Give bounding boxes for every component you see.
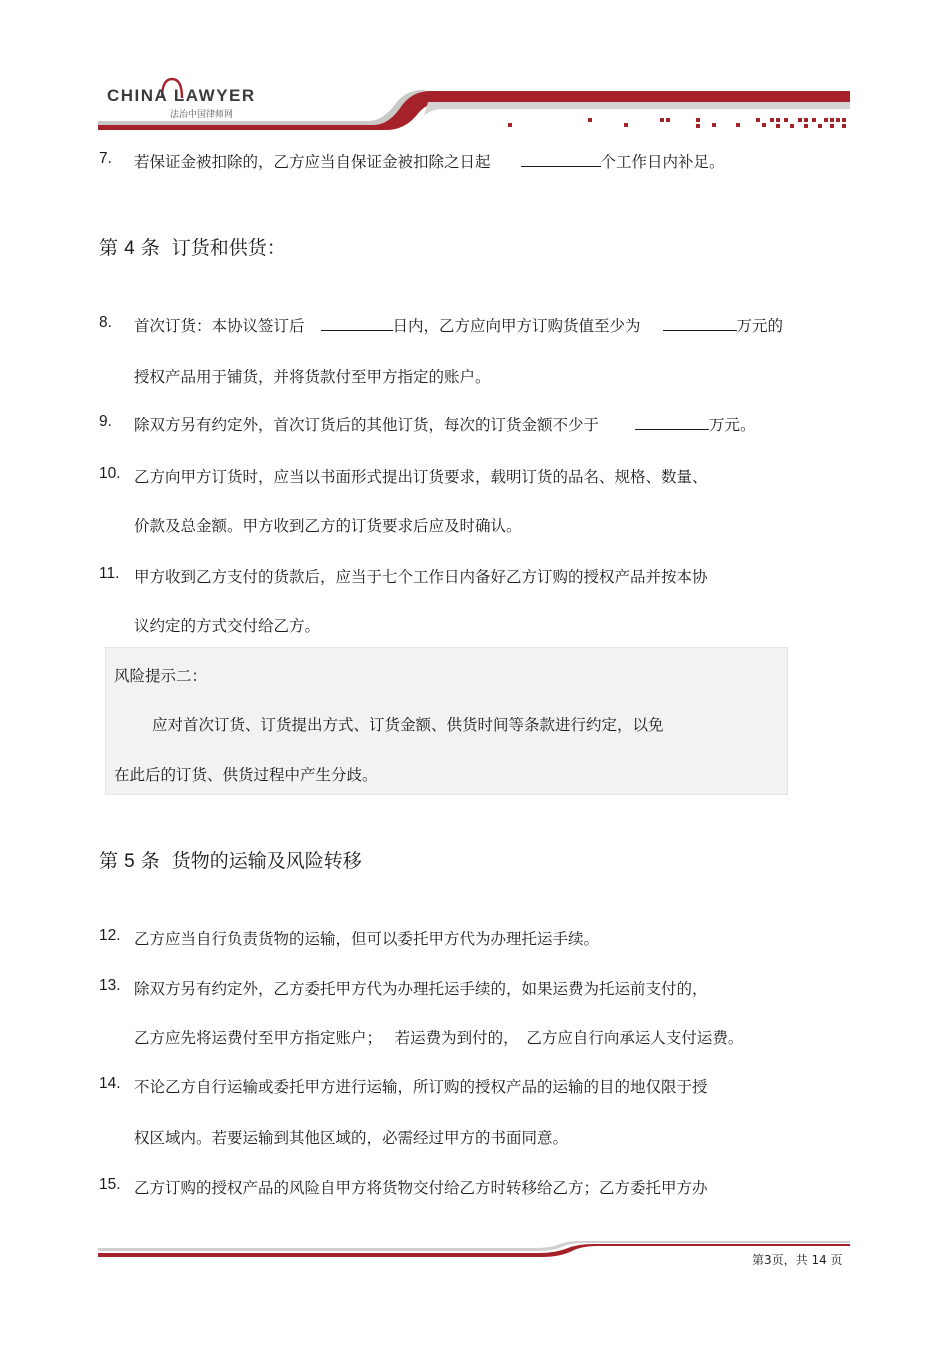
section-heading-4: 第 4 条 订货和供货： — [99, 237, 286, 259]
clause-line: 除双方另有约定外，乙方委托甲方代为办理托运手续的，如果运费为托运前支付的， — [134, 980, 708, 998]
clause-line: 乙方向甲方订货时，应当以书面形式提出订货要求，载明订货的品名、规格、数量、 — [134, 468, 708, 486]
clause-text: 个工作日内补足。 — [600, 153, 725, 171]
fill-blank[interactable] — [663, 316, 737, 331]
header-dot-pattern — [500, 116, 850, 130]
logo-subtitle: 法治中国律师网 — [170, 110, 234, 120]
clause-line: 乙方订购的授权产品的风险自甲方将货物交付给乙方时转移给乙方；乙方委托甲方办 — [134, 1179, 708, 1197]
clause-line: 权区域内。若要运输到其他区域的，必需经过甲方的书面同意。 — [134, 1129, 569, 1147]
clause-line: 授权产品用于铺货，并将货款付至甲方指定的账户。 — [134, 368, 491, 386]
clause-line: 除双方另有约定外，首次订货后的其他订货，每次的订货金额不少于 万元。 — [134, 416, 756, 434]
logo-wordmark: CHINA LAWYER — [107, 86, 256, 105]
clause-number: 7. — [99, 150, 112, 167]
risk-notice-box — [105, 647, 788, 795]
risk-notice-text: 在此后的订货、供货过程中产生分歧。 — [114, 766, 378, 784]
clause-line: 乙方应先将运费付至甲方指定账户； 若运费为到付的， 乙方应自行向承运人支付运费。 — [134, 1029, 744, 1047]
clause-line: 乙方应当自行负责货物的运输，但可以委托甲方代为办理托运手续。 — [134, 930, 600, 948]
section-heading-5: 第 5 条 货物的运输及风险转移 — [99, 850, 362, 872]
clause-number: 11. — [99, 565, 120, 582]
fill-blank[interactable] — [321, 316, 393, 331]
clause-line — [134, 150, 725, 172]
fill-blank[interactable] — [635, 415, 709, 430]
risk-notice-title: 风险提示二： — [114, 667, 208, 685]
clause-number: 15. — [99, 1176, 121, 1193]
clause-text: 若保证金被扣除的，乙方应当自保证金被扣除之日起 — [134, 153, 491, 171]
clause-number: 13. — [99, 977, 121, 994]
clause-number: 10. — [99, 465, 121, 482]
clause-line: 不论乙方自行运输或委托甲方进行运输，所订购的授权产品的运输的目的地仅限于授 — [134, 1078, 708, 1096]
clause-number: 12. — [99, 927, 121, 944]
risk-notice-text: 应对首次订货、订货提出方式、订货金额、供货时间等条款进行约定，以免 — [152, 716, 664, 734]
footer-swoosh-band — [98, 1240, 850, 1262]
clause-line: 甲方收到乙方支付的货款后，应当于七个工作日内备好乙方订购的授权产品并按本协 — [134, 568, 708, 586]
clause-number: 9. — [99, 413, 112, 430]
clause-line: 首次订货：本协议签订后 日内，乙方应向甲方订购货值至少为 万元的 — [134, 317, 784, 335]
fill-blank[interactable] — [521, 152, 601, 167]
clause-line: 议约定的方式交付给乙方。 — [134, 617, 321, 635]
clause-line: 价款及总金额。甲方收到乙方的订货要求后应及时确认。 — [134, 517, 522, 535]
clause-number: 8. — [99, 314, 112, 331]
page-number: 第3页，共 14 页 — [752, 1253, 843, 1267]
clause-number: 14. — [99, 1075, 121, 1092]
